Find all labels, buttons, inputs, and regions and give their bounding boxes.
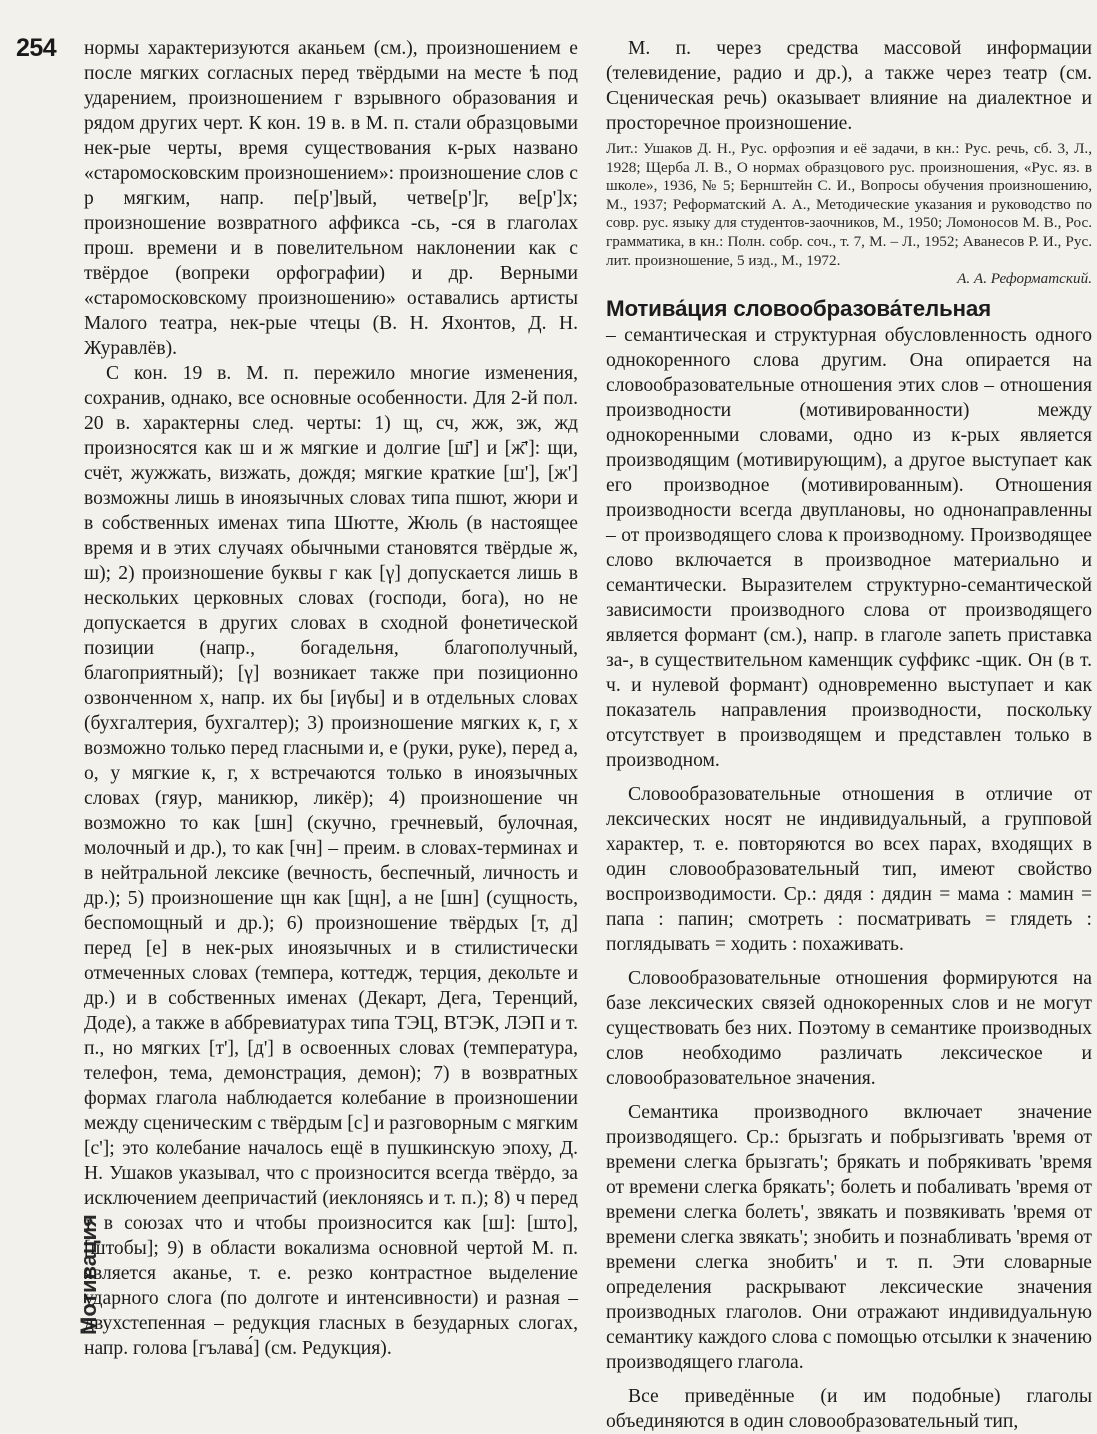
article-author: А. А. Реформатский. — [957, 270, 1092, 288]
running-head-side-label: Мотивация — [76, 1214, 101, 1335]
article-definition: – семантическая и структурная обусловленность одного однокоренного слова другим. Она опирается на словообразовательные отношения этих слов – отношения производности (мотивированности) между однокоренными словами, одно из к-рых является производящим (мотивирующим), а другое выступает как его производное (мотивированным). Отношения производности всегда двуплановы, но однонаправленны – от производящего слова к производному. Производящее слово включается в производное материально и семантически. Выразителем структурно-семантической зависимости производного слова от производящего является формант (см.), напр. в глаголе запеть приставка за-, в существительном каменщик суффикс -щик. Он (в т. ч. и нулевой формант) одновременно выступает и как показатель направления производности, поскольку отсутствует в производящем и представлен только в производном. — [606, 324, 1092, 771]
references-text: Лит.: Ушаков Д. Н., Рус. орфоэпия и её задачи, в кн.: Рус. речь, сб. 3, Л., 1928; Щерба Л. В., О нормах образцового рус. произношения, «Рус. яз. в школе», 1936, № 5; Бернштейн С. И., Вопросы обучения произношению, М., 1937; Реформатский А. А., Методические указания и руководство по совр. рус. языку для студентов-заочников, М., 1950; Ломоносов М. В., Рос. грамматика, в кн.: Полн. собр. соч., т. 7, М. – Л., 1952; Аванесов Р. И., Рус. лит. произношение, 5 изд., М., 1972. — [606, 140, 1092, 269]
right-column — [606, 36, 1092, 1434]
references-block — [606, 140, 1092, 289]
article-paragraph-2: Словообразовательные отношения в отличие от лексических носят не индивидуальный, а групповой характер, т. е. повторяются во всех парах, входящих в один словообразовательный тип, имеют свойство воспроизводимости. Ср.: дядя : дядин = мама : мамин = папа : папин; смотреть : посматривать = глядеть : поглядывать = ходить : похаживать. — [606, 783, 1092, 955]
left-column — [84, 36, 578, 1361]
page-number: 254 — [16, 34, 57, 62]
article-heading: Мотива́ция словообразова́тельная — [606, 295, 991, 321]
article-paragraph-4: Семантика производного включает значение производящего. Ср.: брызгать и побрызгивать 'время от времени слегка брызгать'; брякать и побрякивать 'время от времени слегка брякать'; болеть и побаливать 'время от времени слегка болеть', звякать и позвякивать 'время от времени слегка звякать'; знобить и познабливать 'время от времени слегка знобить' и т. п. Эти словарные определения раскрывают лексические значения производных глаголов. Они отражают индивидуальную семантику каждого слова с помощью отсылки к значению производящего глагола. — [606, 1101, 1092, 1373]
article-paragraph-3: Словообразовательные отношения формируются на базе лексических связей однокоренных слов и не могут существовать без них. Поэтому в семантике производных слов необходимо различать лексическое и словообразовательное значения. — [606, 967, 1092, 1089]
previous-article-ending: М. п. через средства массовой информации (телевидение, радио и др.), а также через театр (см. Сценическая речь) оказывает влияние на диалектное и просторечное произношение. — [606, 38, 1092, 134]
left-paragraph-1: нормы характеризуются аканьем (см.), произношением е после мягких согласных перед твёрдыми на месте ѣ под ударением, произношением г взрывного образования и рядом других черт. К кон. 19 в. в М. п. стали образцовыми нек-рые черты, время существования к-рых названо «старомосковским произношением»: произношение слов с р мягким, напр. пе[р']вый, четве[р']г, ве[р']х; произношение возвратного аффикса -сь, -ся в глаголах прош. времени и в повелительном наклонении как с твёрдое (вопреки орфографии) и др. Верными «старомосковскому произношению» оставались артисты Малого театра, нек-рые чтецы (В. Н. Яхонтов, Д. Н. Журавлёв). — [84, 38, 578, 359]
article-paragraph-5: Все приведённые (и им подобные) глаголы объединяются в один словообразовательный тип, — [606, 1385, 1092, 1432]
left-paragraph-2: С кон. 19 в. М. п. пережило многие изменения, сохранив, однако, все основные особенности. Для 2-й пол. 20 в. характерны след. черты: 1) щ, сч, жж, зж, жд произносятся как ш и ж мягкие и долгие [ш̄'] и [ж̄']: щи, счёт, жужжать, визжать, дождя; мягкие краткие [ш'], [ж'] возможны лишь в иноязычных словах типа пшют, жюри и в собственных именах типа Шютте, Жюль (в настоящее время и в этих случаях обычными становятся твёрдые ж, ш); 2) произношение буквы г как [γ] допускается лишь в нескольких церковных словах (господи, бога), но не допускается в других словах в сходной фонетической позиции (напр., богадельня, благополучный, благоприятный); [γ] возникает также при позиционно озвонченном х, напр. их бы [иγбы] и в отдельных словах (бухгалтерия, бухгалтер); 3) произношение мягких к, г, х возможно только перед гласными и, е (руки, руке), перед а, о, у мягкие к, г, х встречаются только в иноязычных словах (гяур, маникюр, ликёр); 4) произношение чн возможно то как [шн] (скучно, гречневый, булочная, молочный и др.), то как [чн] – преим. в словах-терминах и в нейтральной лексике (вечность, беспечный, личность и др.); 5) произношение щн как [щн], а не [шн] (сущность, беспомощный и др.); 6) произношение твёрдых [т, д] перед [е] в нек-рых иноязычных и в стилистически отмеченных словах (темпера, коттедж, терция, декольте и др.) и в собственных именах (Декарт, Дега, Теренций, Доде), а также в аббревиатурах типа ТЭЦ, ВТЭК, ЛЭП и т. п., но мягких [т'], [д'] в освоенных словах (температура, телефон, тема, демонстрация, демон); 7) в возвратных формах глагола наблюдается колебание в произношении между сценическим с твёрдым [с] и разговорным с мягким [с']; это колебание началось ещё в пушкинскую эпоху, Д. Н. Ушаков указывал, что с произносится всегда твёрдо, за исключением деепричастий (иеклоняясь и т. п.); 8) ч перед т в союзах что и чтобы произносится как [ш]: [што], [штобы]; 9) в области вокализма основной чертой М. п. является аканье, т. е. резко контрастное выделение ударного слога (по долготе и интенсивности) и разная – двухстепенная – редукция гласных в безударных слогах, напр. голова [гълава́] (см. Редукция). — [84, 363, 578, 1359]
